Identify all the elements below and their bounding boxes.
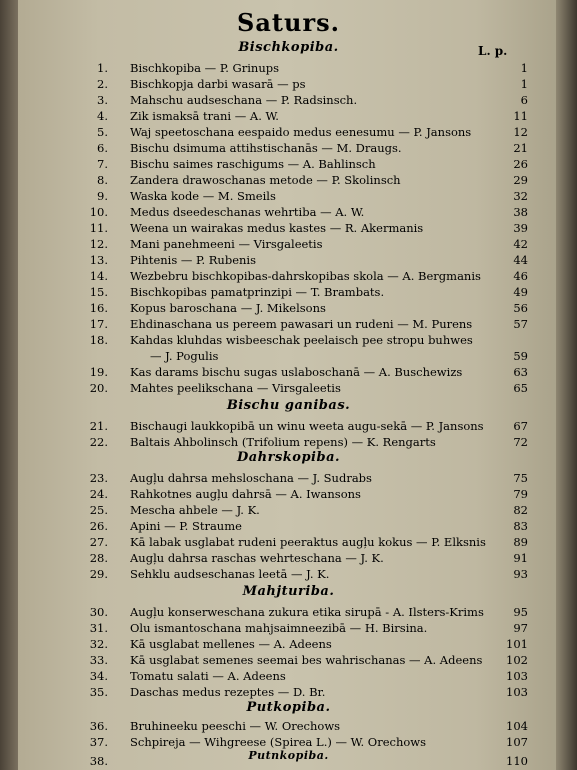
entry-page: 97 bbox=[513, 621, 528, 635]
toc-entry bbox=[0, 718, 577, 734]
toc-entry bbox=[0, 668, 577, 684]
entry-title: Apini — P. Straume bbox=[130, 519, 242, 533]
toc-entry bbox=[0, 252, 577, 268]
entry-number: 25. bbox=[89, 503, 108, 517]
entry-page: 91 bbox=[513, 551, 528, 565]
toc-entry bbox=[0, 380, 577, 396]
entry-page: 1 bbox=[520, 61, 528, 75]
toc-entry bbox=[0, 76, 577, 92]
entry-number: 17. bbox=[89, 317, 108, 331]
entry-title: Daschas medus rezeptes — D. Br. bbox=[130, 685, 326, 699]
entry-number: 1. bbox=[97, 61, 108, 75]
toc-entry bbox=[0, 172, 577, 188]
toc-entry bbox=[0, 108, 577, 124]
entry-number: 21. bbox=[89, 419, 108, 433]
entry-title: Baltais Ahbolinsch (Trifolium repens) — K. Rengarts bbox=[130, 435, 436, 449]
entry-title: Ehdinaschana us pereem pawasari un rudeni — M. Purens bbox=[130, 317, 473, 331]
entry-page: 82 bbox=[513, 503, 528, 517]
entry-title: Augļu dahrsa mehsloschana — J. Sudrabs bbox=[130, 471, 372, 485]
entry-page: 104 bbox=[506, 719, 528, 733]
entry-page: 39 bbox=[513, 221, 528, 235]
entry-number: 27. bbox=[89, 535, 108, 549]
entry-title: Kā usglabat mellenes — A. Adeens bbox=[130, 637, 332, 651]
toc-entry bbox=[0, 284, 577, 300]
entry-page: 26 bbox=[513, 157, 528, 171]
entry-number: 19. bbox=[89, 365, 108, 379]
entry-page: 75 bbox=[513, 471, 528, 485]
toc-entry bbox=[0, 364, 577, 380]
entry-title: Pihtenis — P. Rubenis bbox=[130, 253, 256, 267]
entry-title: Weena un wairakas medus kastes — R. Akermanis bbox=[130, 221, 424, 235]
entry-number: 22. bbox=[89, 435, 108, 449]
entry-number: 33. bbox=[89, 653, 108, 667]
entry-page: 110 bbox=[506, 754, 528, 768]
entry-number: 12. bbox=[89, 237, 108, 251]
toc-entry bbox=[0, 550, 577, 566]
entry-number: 38. bbox=[89, 754, 108, 768]
section-heading: Putkopiba. bbox=[246, 700, 331, 715]
toc-entry bbox=[0, 684, 577, 700]
toc-entry bbox=[0, 502, 577, 518]
entry-title: Kas darams bischu sugas uslaboschanā — A. Buschewizs bbox=[130, 365, 463, 379]
entry-title: Bischkopja darbi wasarā — ps bbox=[130, 77, 306, 91]
entry-number: 13. bbox=[89, 253, 108, 267]
entry-title: Mani panehmeeni — Virsgaleetis bbox=[130, 237, 323, 251]
entry-page: 79 bbox=[513, 487, 528, 501]
entry-page: 46 bbox=[513, 269, 528, 283]
section-heading: Bischkopiba. bbox=[238, 40, 339, 55]
toc-entry bbox=[0, 470, 577, 486]
page-column-label: L. p. bbox=[478, 44, 508, 58]
entry-page: 29 bbox=[513, 173, 528, 187]
entry-page: 93 bbox=[513, 567, 528, 581]
section-heading: Mahjturiba. bbox=[242, 584, 335, 599]
entry-title: Bischu dsimuma attihstischanās — M. Draugs. bbox=[130, 141, 402, 155]
entry-title: Mahtes peelikschana — Virsgaleetis bbox=[130, 381, 341, 395]
entry-title: Rahkotnes augļu dahrsā — A. Iwansons bbox=[130, 487, 361, 501]
section-heading: Dahrskopiba. bbox=[236, 450, 341, 465]
entry-title: Sehklu audseschanas leetā — J. K. bbox=[130, 567, 330, 581]
toc-entry-continuation bbox=[0, 348, 577, 364]
entry-title: Waj speetoschana eespaido medus eenesumu — P. Jansons bbox=[130, 125, 472, 139]
entry-page: 65 bbox=[513, 381, 528, 395]
entry-page: 67 bbox=[513, 419, 528, 433]
entry-number: 23. bbox=[89, 471, 108, 485]
entry-title: Wezbebru bischkopibas-dahrskopibas skola — A. Bergmanis bbox=[130, 269, 481, 283]
toc-entry bbox=[0, 754, 577, 768]
toc-entry bbox=[0, 636, 577, 652]
entry-number: 18. bbox=[89, 333, 108, 347]
toc-entry bbox=[0, 92, 577, 108]
section-heading: Bischu ganibas. bbox=[226, 398, 351, 413]
entry-page: 59 bbox=[513, 349, 528, 363]
entry-title: Bischaugi laukkopibā un winu weeta augu-sekā — P. Jansons bbox=[130, 419, 484, 433]
page-title: Saturs. bbox=[237, 8, 340, 37]
entry-number: 7. bbox=[97, 157, 108, 171]
entry-number: 9. bbox=[97, 189, 108, 203]
toc-entry bbox=[0, 316, 577, 332]
entry-number: 10. bbox=[89, 205, 108, 219]
entry-number: 11. bbox=[89, 221, 108, 235]
entry-page: 21 bbox=[513, 141, 528, 155]
toc-entry bbox=[0, 268, 577, 284]
entry-page: 1 bbox=[520, 77, 528, 91]
entry-page: 95 bbox=[513, 605, 528, 619]
entry-number: 20. bbox=[89, 381, 108, 395]
entry-number: 14. bbox=[89, 269, 108, 283]
entry-number: 6. bbox=[97, 141, 108, 155]
toc-entry bbox=[0, 220, 577, 236]
toc-entry bbox=[0, 566, 577, 582]
entry-number: 16. bbox=[89, 301, 108, 315]
entry-title: Augļu dahrsa raschas wehrteschana — J. K. bbox=[130, 551, 384, 565]
toc-entry bbox=[0, 734, 577, 750]
entry-page: 107 bbox=[506, 735, 528, 749]
toc-entry bbox=[0, 518, 577, 534]
entry-title: Schpireja — Wihgreese (Spirea L.) — W. Orechows bbox=[130, 735, 427, 749]
entry-title: Kā usglabat semenes seemai bes wahrischanas — A. Adeens bbox=[130, 653, 483, 667]
entry-page: 63 bbox=[513, 365, 528, 379]
entry-number: 4. bbox=[97, 109, 108, 123]
entry-number: 15. bbox=[89, 285, 108, 299]
entry-page: 56 bbox=[513, 301, 528, 315]
entry-number: 35. bbox=[89, 685, 108, 699]
toc-entry bbox=[0, 300, 577, 316]
entry-title: Bruhineeku peeschi — W. Orechows bbox=[130, 719, 341, 733]
entry-title: Waska kode — M. Smeils bbox=[130, 189, 276, 203]
entry-title: Zandera drawoschanas metode — P. Skolinsch bbox=[130, 173, 401, 187]
toc-entry bbox=[0, 486, 577, 502]
entry-page: 32 bbox=[513, 189, 528, 203]
entry-author: — J. Pogulis bbox=[150, 349, 219, 363]
entry-title: Kopus baroschana — J. Mikelsons bbox=[130, 301, 326, 315]
entry-title: Bischkopibas pamatprinzipi — T. Brambats. bbox=[130, 285, 385, 299]
toc-entry bbox=[0, 236, 577, 252]
entry-title: Medus dseedeschanas wehrtiba — A. W. bbox=[130, 205, 365, 219]
entry-title: Mescha ahbele — J. K. bbox=[130, 503, 260, 517]
entry-number: 2. bbox=[97, 77, 108, 91]
entry-page: 103 bbox=[506, 669, 528, 683]
toc-entry bbox=[0, 156, 577, 172]
entry-title: Bischu saimes raschigums — A. Bahlinsch bbox=[130, 157, 376, 171]
entry-page: 6 bbox=[520, 93, 528, 107]
entry-page: 42 bbox=[513, 237, 528, 251]
entry-number: 3. bbox=[97, 93, 108, 107]
toc-entry bbox=[0, 204, 577, 220]
toc-entry bbox=[0, 604, 577, 620]
toc-entry bbox=[0, 620, 577, 636]
toc-entry bbox=[0, 140, 577, 156]
entry-title: Mahschu audseschana — P. Radsinsch. bbox=[130, 93, 358, 107]
entry-title: Kahdas kluhdas wisbeeschak peelaisch pee stropu buhwes bbox=[130, 333, 473, 347]
entry-title: Zik ismaksā trani — A. W. bbox=[130, 109, 279, 123]
toc-entry bbox=[0, 652, 577, 668]
toc-entry bbox=[0, 434, 577, 450]
entry-page: 49 bbox=[513, 285, 528, 299]
entry-page: 103 bbox=[506, 685, 528, 699]
entry-page: 12 bbox=[513, 125, 528, 139]
entry-number: 36. bbox=[89, 719, 108, 733]
entry-page: 83 bbox=[513, 519, 528, 533]
toc-entry bbox=[0, 124, 577, 140]
entry-title: Tomatu salati — A. Adeens bbox=[130, 669, 286, 683]
entry-number: 8. bbox=[97, 173, 108, 187]
section-heading: Putnkopiba. bbox=[248, 749, 329, 762]
toc-entry bbox=[0, 418, 577, 434]
entry-page: 38 bbox=[513, 205, 528, 219]
entry-page: 89 bbox=[513, 535, 528, 549]
entry-page: 101 bbox=[506, 637, 528, 651]
entry-number: 31. bbox=[89, 621, 108, 635]
entry-title: Bischkopiba — P. Grinups bbox=[130, 61, 279, 75]
toc-entry bbox=[0, 332, 577, 348]
entry-number: 28. bbox=[89, 551, 108, 565]
entry-page: 44 bbox=[513, 253, 528, 267]
entry-number: 26. bbox=[89, 519, 108, 533]
entry-page: 57 bbox=[513, 317, 528, 331]
toc-entry bbox=[0, 60, 577, 76]
entry-number: 32. bbox=[89, 637, 108, 651]
entry-page: 72 bbox=[513, 435, 528, 449]
entry-title: Kā labak usglabat rudeni peeraktus augļu kokus — P. Elksnis bbox=[130, 535, 486, 549]
entry-number: 30. bbox=[89, 605, 108, 619]
entry-number: 24. bbox=[89, 487, 108, 501]
entry-number: 34. bbox=[89, 669, 108, 683]
entry-title: Olu ismantoschana mahjsaimneezibā — H. Birsina. bbox=[130, 621, 428, 635]
entry-number: 29. bbox=[89, 567, 108, 581]
entry-title: Augļu konserweschana zukura etika sirupā - A. Ilsters-Krims bbox=[130, 605, 484, 619]
entry-page: 102 bbox=[506, 653, 528, 667]
toc-entry bbox=[0, 188, 577, 204]
entry-page: 11 bbox=[513, 109, 528, 123]
entry-number: 37. bbox=[89, 735, 108, 749]
toc-entry bbox=[0, 534, 577, 550]
entry-number: 5. bbox=[97, 125, 108, 139]
